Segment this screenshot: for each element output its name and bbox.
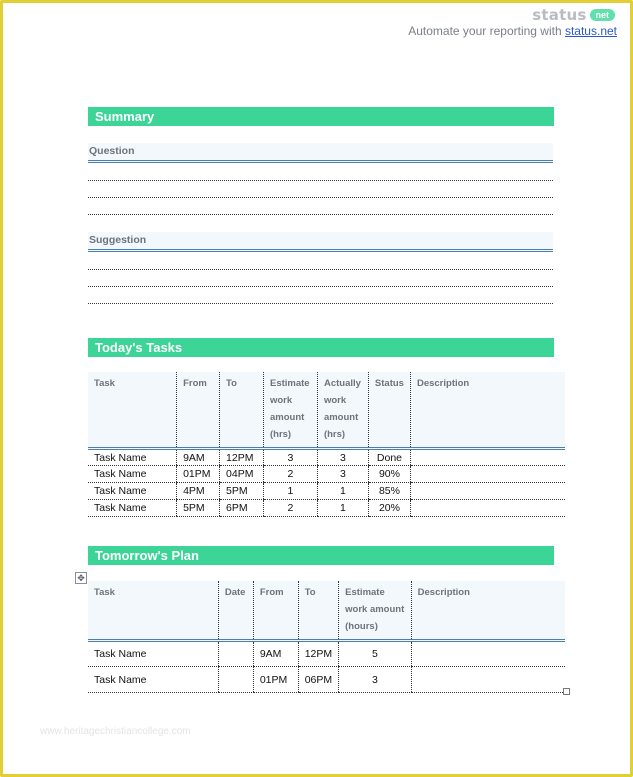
table-row[interactable] xyxy=(88,641,565,667)
brand-logo[interactable] xyxy=(532,6,615,25)
question-line-2[interactable] xyxy=(88,197,553,198)
status-cell[interactable]: 20% xyxy=(368,500,410,517)
todays-tasks-table xyxy=(88,372,565,517)
table-row[interactable] xyxy=(88,483,565,500)
todays-tasks-heading: Today's Tasks xyxy=(88,338,554,357)
description-cell[interactable] xyxy=(410,449,565,466)
tomorrows-plan-heading: Tomorrow's Plan xyxy=(88,546,554,565)
col-header-to: To xyxy=(220,372,264,449)
date-cell[interactable] xyxy=(218,667,253,693)
to-cell[interactable]: 6PM xyxy=(220,500,264,517)
estimate-cell[interactable]: 2 xyxy=(263,500,317,517)
to-cell[interactable]: 12PM xyxy=(220,449,264,466)
from-cell[interactable]: 5PM xyxy=(177,500,220,517)
suggestion-line-2[interactable] xyxy=(88,286,553,287)
description-cell[interactable] xyxy=(411,667,565,693)
suggestion-label: Suggestion xyxy=(88,232,553,252)
watermark: www.heritagechristiancollege.com xyxy=(40,726,191,737)
tomorrows-plan-table xyxy=(88,581,565,693)
col-header-date: Date xyxy=(218,581,253,641)
from-cell[interactable]: 01PM xyxy=(253,667,298,693)
task-cell[interactable]: Task Name xyxy=(88,449,177,466)
brand-logo-text: status xyxy=(532,6,587,24)
table-resize-handle[interactable] xyxy=(563,688,570,695)
status-cell[interactable]: 85% xyxy=(368,483,410,500)
description-cell[interactable] xyxy=(411,641,565,667)
col-header-estimate: Estimate work amount (hrs) xyxy=(263,372,317,449)
description-cell[interactable] xyxy=(410,483,565,500)
task-cell[interactable]: Task Name xyxy=(88,667,218,693)
actual-cell[interactable]: 1 xyxy=(317,500,368,517)
status-cell[interactable]: 90% xyxy=(368,466,410,483)
estimate-cell[interactable]: 3 xyxy=(339,667,412,693)
actual-cell[interactable]: 1 xyxy=(317,483,368,500)
col-header-to: To xyxy=(298,581,338,641)
task-cell[interactable]: Task Name xyxy=(88,500,177,517)
question-line-1[interactable] xyxy=(88,180,553,181)
suggestion-line-3[interactable] xyxy=(88,303,553,304)
table-row[interactable] xyxy=(88,466,565,483)
question-label: Question xyxy=(88,143,553,163)
estimate-cell[interactable]: 1 xyxy=(263,483,317,500)
actual-cell[interactable]: 3 xyxy=(317,466,368,483)
description-cell[interactable] xyxy=(410,500,565,517)
table-row[interactable] xyxy=(88,449,565,466)
col-header-from: From xyxy=(253,581,298,641)
col-header-actual: Actually work amount (hrs) xyxy=(317,372,368,449)
actual-cell[interactable]: 3 xyxy=(317,449,368,466)
tagline-text: Automate your reporting with xyxy=(408,24,565,38)
table-row[interactable] xyxy=(88,500,565,517)
table-move-handle-icon[interactable]: ✥ xyxy=(75,572,87,584)
to-cell[interactable]: 06PM xyxy=(298,667,338,693)
date-cell[interactable] xyxy=(218,641,253,667)
estimate-cell[interactable]: 3 xyxy=(263,449,317,466)
col-header-task: Task xyxy=(88,581,218,641)
estimate-cell[interactable]: 2 xyxy=(263,466,317,483)
tagline xyxy=(408,24,617,38)
brand-pill: net xyxy=(590,9,616,21)
suggestion-line-1[interactable] xyxy=(88,269,553,270)
to-cell[interactable]: 12PM xyxy=(298,641,338,667)
to-cell[interactable]: 04PM xyxy=(220,466,264,483)
col-header-from: From xyxy=(177,372,220,449)
col-header-status: Status xyxy=(368,372,410,449)
from-cell[interactable]: 01PM xyxy=(177,466,220,483)
summary-heading: Summary xyxy=(88,107,554,126)
from-cell[interactable]: 9AM xyxy=(253,641,298,667)
status-cell[interactable]: Done xyxy=(368,449,410,466)
task-cell[interactable]: Task Name xyxy=(88,641,218,667)
description-cell[interactable] xyxy=(410,466,565,483)
col-header-estimate: Estimate work amount (hours) xyxy=(339,581,412,641)
table-row[interactable] xyxy=(88,667,565,693)
col-header-task: Task xyxy=(88,372,177,449)
question-line-3[interactable] xyxy=(88,214,553,215)
col-header-description: Description xyxy=(411,581,565,641)
to-cell[interactable]: 5PM xyxy=(220,483,264,500)
task-cell[interactable]: Task Name xyxy=(88,483,177,500)
from-cell[interactable]: 4PM xyxy=(177,483,220,500)
task-cell[interactable]: Task Name xyxy=(88,466,177,483)
estimate-cell[interactable]: 5 xyxy=(339,641,412,667)
from-cell[interactable]: 9AM xyxy=(177,449,220,466)
status-net-link[interactable]: status.net xyxy=(564,24,617,38)
col-header-description: Description xyxy=(410,372,565,449)
